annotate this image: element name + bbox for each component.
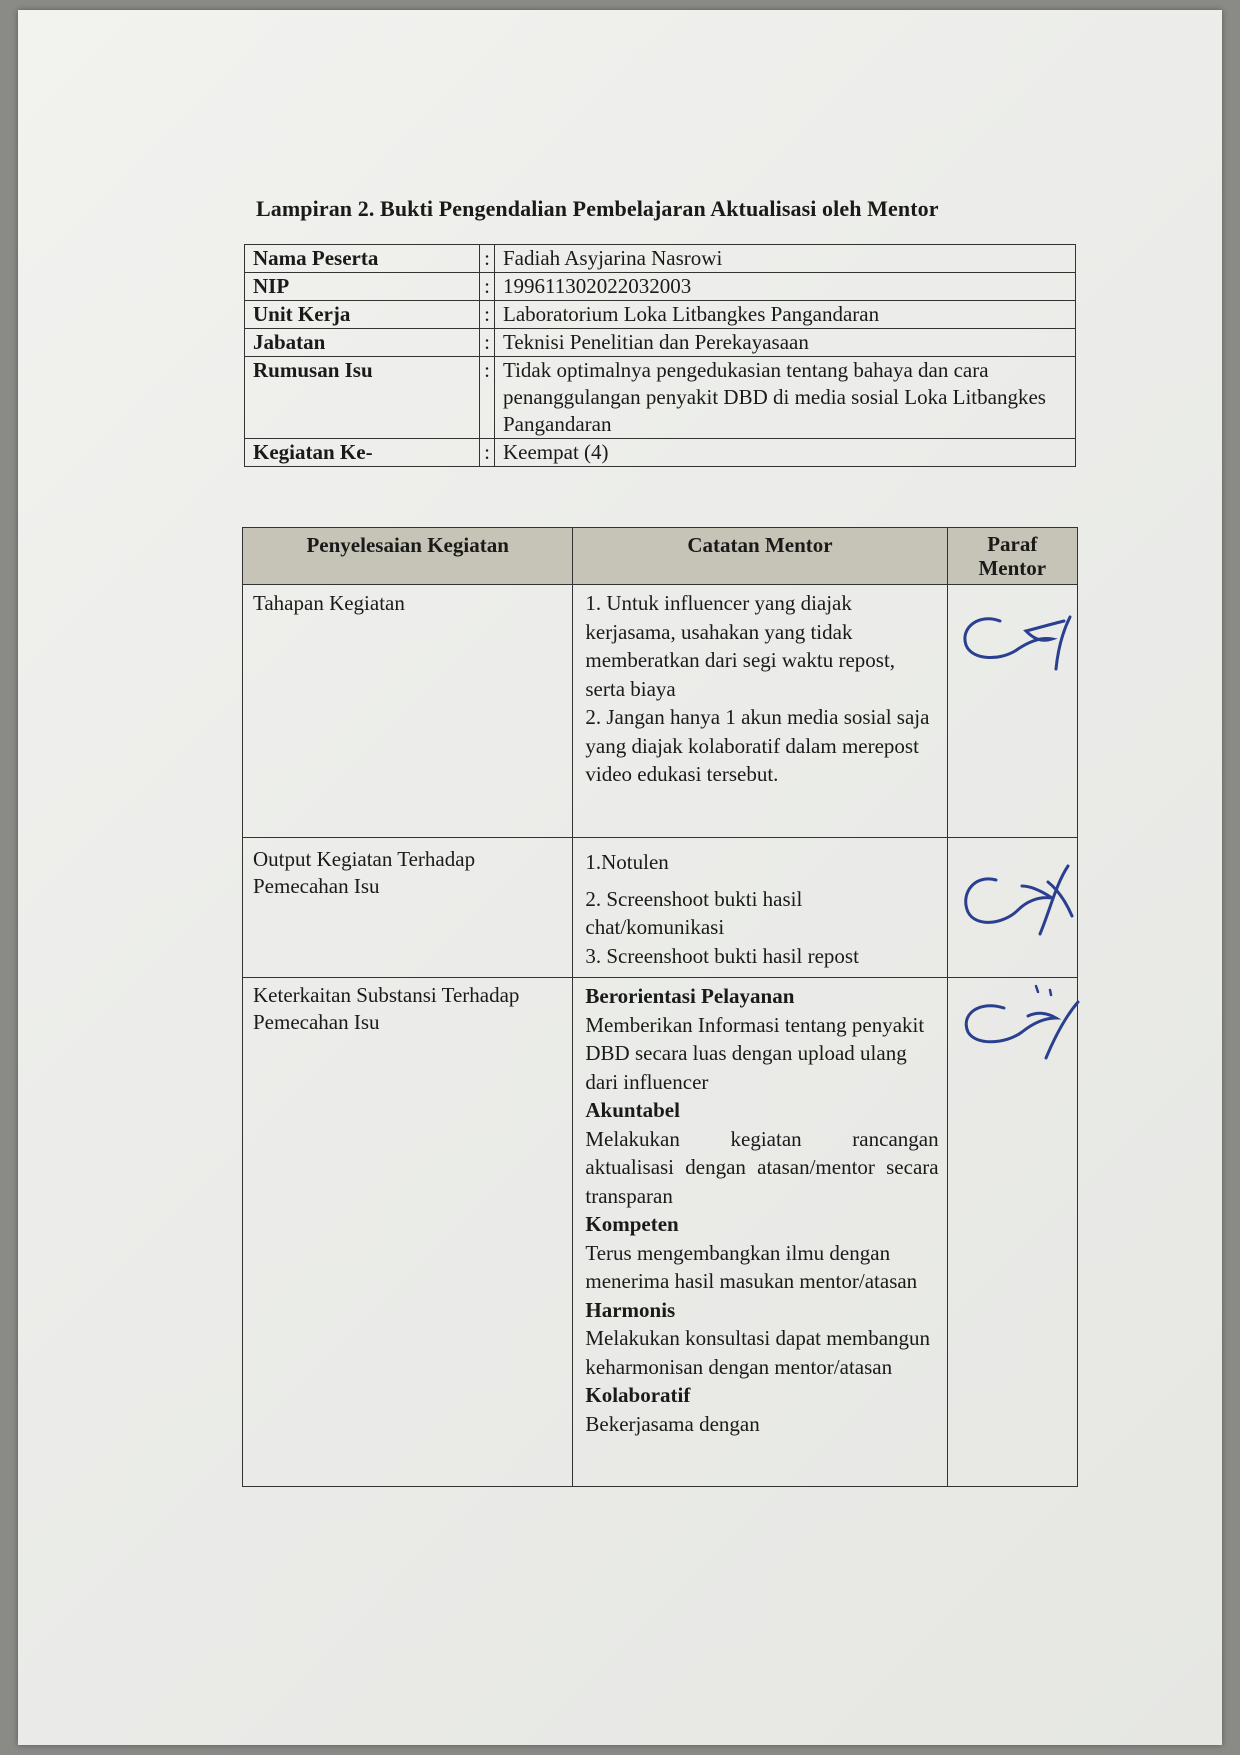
header-catatan: Catatan Mentor bbox=[573, 528, 947, 585]
info-value: Fadiah Asyjarina Nasrowi bbox=[495, 245, 1076, 273]
info-value: Teknisi Penelitian dan Perekayasaan bbox=[495, 329, 1076, 357]
row-label: Output Kegiatan Terhadap Pemecahan Isu bbox=[243, 838, 573, 978]
note-item: 2. Jangan hanya 1 akun media sosial saja yang diajak kolaboratif dalam merepost video edukasi tersebut. bbox=[585, 705, 930, 786]
value-text: Memberikan Informasi tentang penyakit DBD secara luas dengan upload ulang dari influencer bbox=[585, 1012, 925, 1094]
info-row bbox=[245, 329, 1076, 357]
info-colon: : bbox=[480, 301, 495, 329]
signature-cell bbox=[947, 978, 1077, 1487]
row-label: Keterkaitan Substansi Terhadap Pemecahan Isu bbox=[243, 978, 573, 1487]
document-title: Lampiran 2. Bukti Pengendalian Pembelajaran Aktualisasi oleh Mentor bbox=[256, 196, 939, 221]
value-text: Bekerjasama dengan bbox=[585, 1411, 760, 1436]
note-item: 1. Untuk influencer yang diajak kerjasama, usahakan yang tidak memberatkan dari segi waktu repost, serta biaya bbox=[585, 591, 896, 701]
note-item: 2. Screenshoot bukti hasil chat/komunikasi bbox=[585, 886, 803, 939]
info-row bbox=[245, 245, 1076, 273]
value-text: Terus mengembangkan ilmu dengan menerima hasil masukan mentor/atasan bbox=[585, 1240, 918, 1293]
row-label: Tahapan Kegiatan bbox=[243, 585, 573, 838]
header-paraf: Paraf Mentor bbox=[947, 528, 1077, 585]
info-label: Unit Kerja bbox=[245, 301, 480, 329]
value-heading: Kolaboratif bbox=[585, 1383, 691, 1407]
info-value: Keempat (4) bbox=[495, 439, 1076, 467]
info-row bbox=[245, 439, 1076, 467]
participant-info-table bbox=[244, 244, 1076, 467]
info-label: NIP bbox=[245, 273, 480, 301]
info-colon: : bbox=[480, 273, 495, 301]
header-penyelesaian: Penyelesaian Kegiatan bbox=[243, 528, 573, 585]
info-row bbox=[245, 301, 1076, 329]
signature-mark bbox=[956, 982, 1080, 1062]
note-item: 1.Notulen bbox=[585, 850, 669, 874]
value-text: Melakukan konsultasi dapat membangun keharmonisan dengan mentor/atasan bbox=[585, 1326, 931, 1379]
row-notes bbox=[573, 838, 947, 978]
signature-cell bbox=[947, 838, 1077, 978]
table-row bbox=[243, 838, 1078, 978]
info-label: Nama Peserta bbox=[245, 245, 480, 273]
table-header-row bbox=[243, 528, 1078, 585]
info-row bbox=[245, 357, 1076, 439]
info-row bbox=[245, 273, 1076, 301]
info-colon: : bbox=[480, 439, 495, 467]
signature-cell bbox=[947, 585, 1077, 838]
row-notes bbox=[573, 978, 947, 1487]
document-page bbox=[18, 10, 1222, 1745]
value-heading: Akuntabel bbox=[585, 1098, 680, 1122]
value-heading: Harmonis bbox=[585, 1297, 676, 1322]
row-notes bbox=[573, 585, 947, 838]
signature-mark bbox=[956, 603, 1076, 673]
info-value: 199611302022032003 bbox=[495, 273, 1076, 301]
mentor-control-table bbox=[242, 527, 1078, 1487]
info-label: Rumusan Isu bbox=[245, 357, 480, 439]
info-colon: : bbox=[480, 357, 495, 439]
table-row bbox=[243, 585, 1078, 838]
value-text: Melakukan kegiatan rancangan aktualisasi dengan atasan/mentor secara transparan bbox=[585, 1126, 939, 1208]
value-heading: Berorientasi Pelayanan bbox=[585, 984, 795, 1008]
note-item: 3. Screenshoot bukti hasil repost bbox=[585, 943, 859, 968]
info-value: Laboratorium Loka Litbangkes Pangandaran bbox=[495, 301, 1076, 329]
info-colon: : bbox=[480, 245, 495, 273]
info-colon: : bbox=[480, 329, 495, 357]
info-value: Tidak optimalnya pengedukasian tentang bahaya dan cara penanggulangan penyakit DBD di media sosial Loka Litbangkes Pangandaran bbox=[495, 357, 1076, 439]
value-heading: Kompeten bbox=[585, 1212, 679, 1236]
info-label: Jabatan bbox=[245, 329, 480, 357]
signature-mark bbox=[956, 860, 1076, 940]
table-row bbox=[243, 978, 1078, 1487]
info-label: Kegiatan Ke- bbox=[245, 439, 480, 467]
